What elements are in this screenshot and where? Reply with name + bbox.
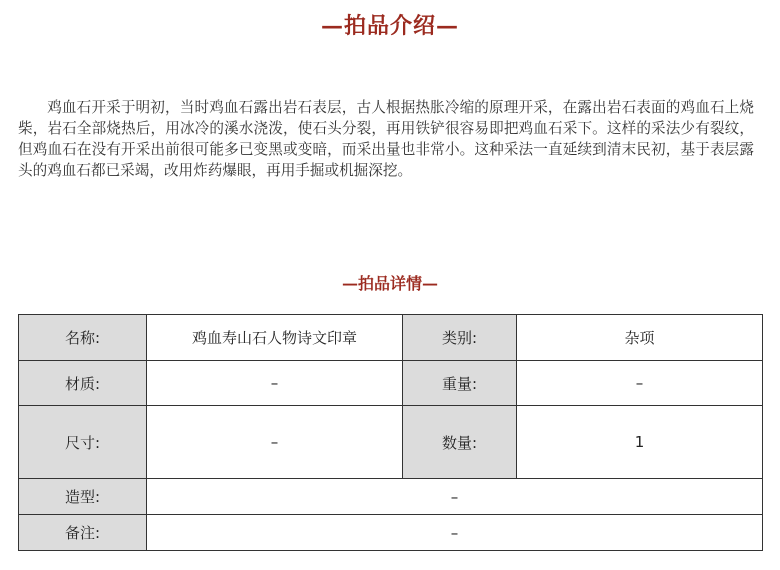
- table-row: [19, 406, 763, 479]
- weight-label: 重量:: [403, 361, 517, 406]
- table-row: [19, 315, 763, 361]
- material-value: –: [147, 361, 403, 406]
- shape-value: –: [147, 479, 763, 515]
- remarks-value: –: [147, 515, 763, 551]
- size-label: 尺寸:: [19, 406, 147, 479]
- name-label: 名称:: [19, 315, 147, 361]
- table-row: [19, 515, 763, 551]
- category-value: 杂项: [517, 315, 763, 361]
- quantity-label: 数量:: [403, 406, 517, 479]
- material-label: 材质:: [19, 361, 147, 406]
- details-title: —拍品详情—: [341, 274, 438, 293]
- intro-title: —拍品介绍—: [320, 13, 459, 39]
- shape-label: 造型:: [19, 479, 147, 515]
- table-row: [19, 361, 763, 406]
- remarks-label: 备注:: [19, 515, 147, 551]
- details-table: [18, 314, 763, 551]
- name-value: 鸡血寿山石人物诗文印章: [147, 315, 403, 361]
- weight-value: –: [517, 361, 763, 406]
- intro-paragraph: 鸡血石开采于明初，当时鸡血石露出岩石表层，古人根据热胀冷缩的原理开采，在露出岩石表面的鸡血石上烧柴，岩石全部烧热后，用冰冷的溪水浇泼，使石头分裂，再用铁铲很容易即把鸡血石采下。这样的采法少有裂纹，但鸡血石在没有开采出前很可能多已变黑或变暗，而采出量也非常小。这种采法一直延续到清末民初，基于表层露头的鸡血石都已采竭，改用炸药爆眼，再用手掘或机掘深挖。: [18, 99, 754, 179]
- category-label: 类别:: [403, 315, 517, 361]
- quantity-value: 1: [517, 406, 763, 479]
- table-row: [19, 479, 763, 515]
- size-value: –: [147, 406, 403, 479]
